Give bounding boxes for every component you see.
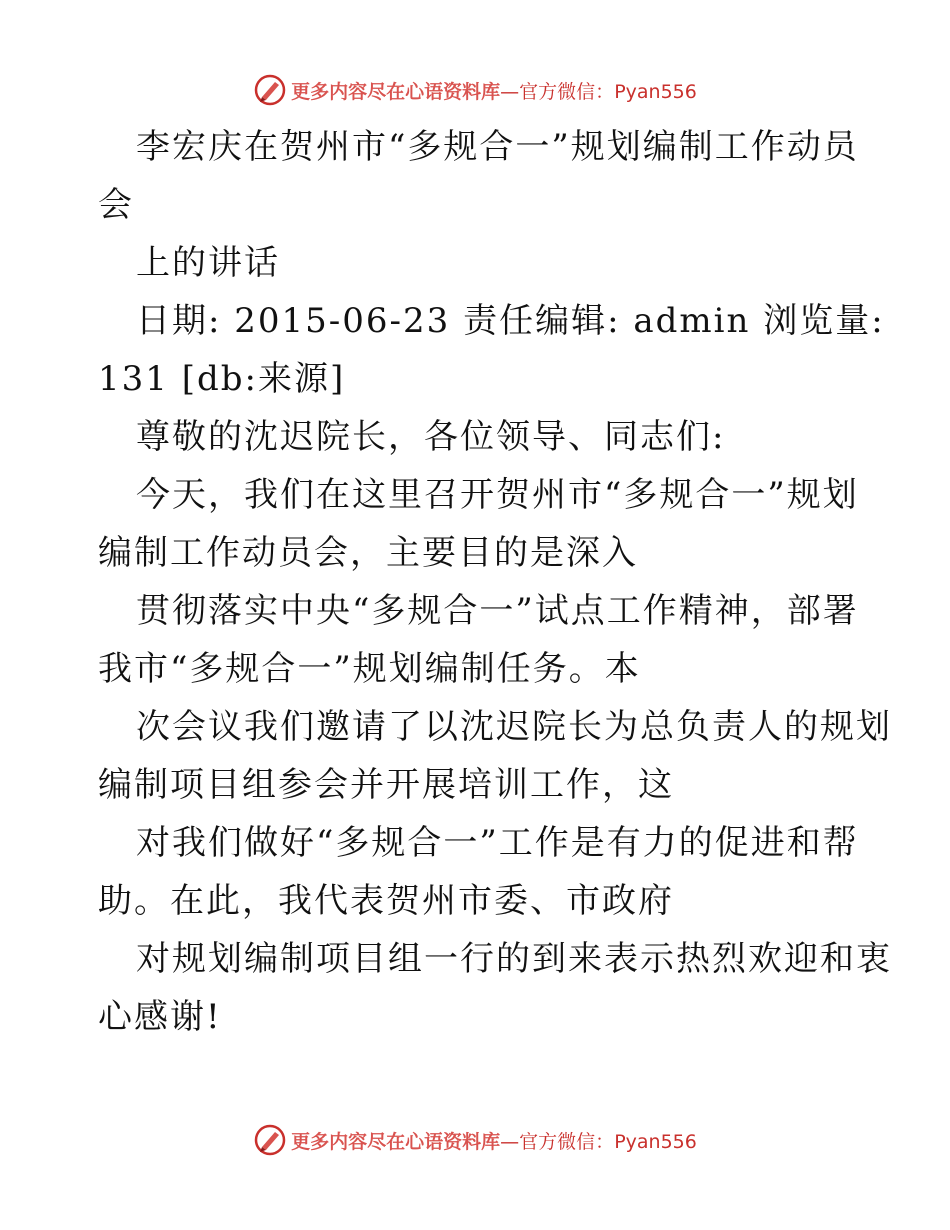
- paragraph-line: 我市“多规合一”规划编制任务。本: [98, 649, 641, 689]
- salutation-line: 尊敬的沈迟院长，各位领导、同志们:: [136, 417, 726, 457]
- paragraph-line: 次会议我们邀请了以沈迟院长为总负责人的规划: [136, 707, 892, 747]
- title-line-1: 李宏庆在贺州市“多规合一”规划编制工作动员: [136, 127, 859, 167]
- paragraph-line: 对规划编制项目组一行的到来表示热烈欢迎和衷: [136, 939, 892, 979]
- banner-text: [291, 77, 697, 104]
- pen-logo-icon: [253, 73, 287, 107]
- meta-line-2: 131 [db:来源]: [98, 359, 346, 399]
- paragraph-line: 助。在此，我代表贺州市委、市政府: [98, 881, 674, 921]
- paragraph-line: 编制项目组参会并开展培训工作，这: [98, 765, 674, 805]
- banner-main-text: 更多内容尽在心语资料库: [291, 1130, 501, 1153]
- banner-wechat-id: Pyan556: [614, 1130, 697, 1153]
- meta-line-1: 日期: 2015-06-23 责任编辑: admin 浏览量:: [136, 301, 885, 341]
- watermark-banner-bottom: [0, 1120, 950, 1160]
- banner-dash-text: —官方微信：: [500, 1130, 615, 1153]
- banner-dash-text: —官方微信：: [500, 80, 615, 103]
- banner-text: [291, 1127, 697, 1154]
- banner-main-text: 更多内容尽在心语资料库: [291, 80, 501, 103]
- paragraph-line: 今天，我们在这里召开贺州市“多规合一”规划: [136, 475, 859, 515]
- paragraph-line: 心感谢!: [98, 997, 222, 1037]
- document-body: [98, 118, 892, 1046]
- paragraph-line: 编制工作动员会，主要目的是深入: [98, 533, 638, 573]
- title-line-2: 会: [98, 185, 134, 225]
- title-line-3: 上的讲话: [136, 243, 280, 283]
- pen-logo-icon: [253, 1123, 287, 1157]
- paragraph-line: 对我们做好“多规合一”工作是有力的促进和帮: [136, 823, 859, 863]
- banner-wechat-id: Pyan556: [614, 80, 697, 103]
- watermark-banner-top: [0, 70, 950, 110]
- paragraph-line: 贯彻落实中央“多规合一”试点工作精神，部署: [136, 591, 859, 631]
